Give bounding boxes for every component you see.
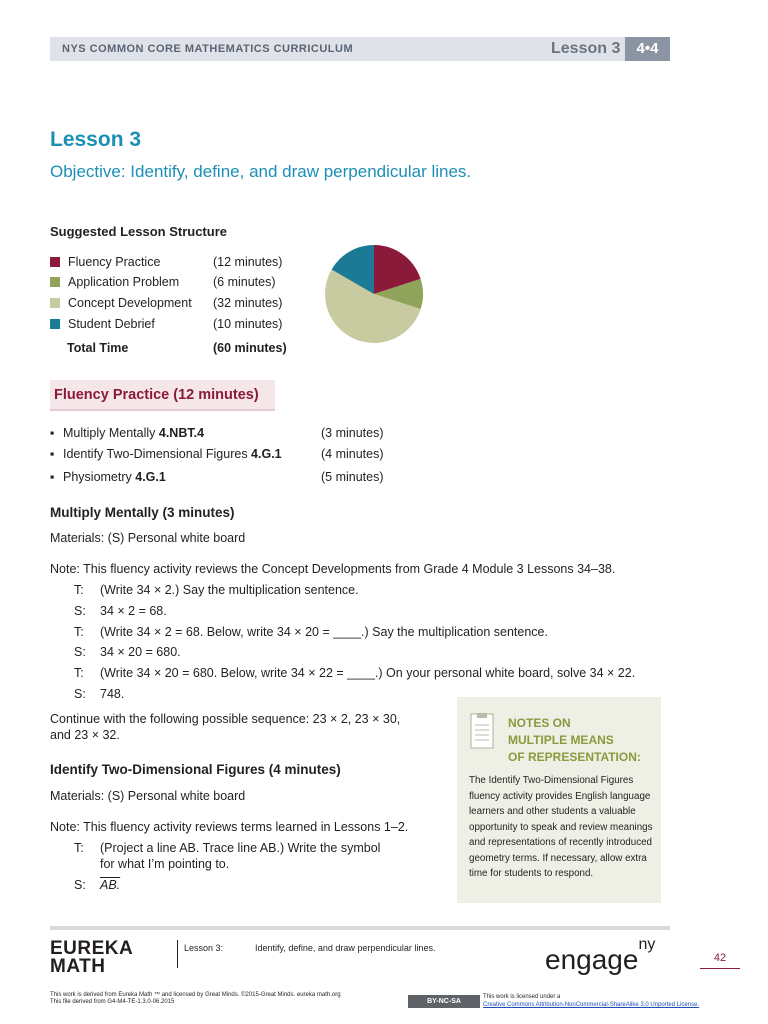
bullet-standard: 4.G.1 [135, 470, 166, 484]
notes-icon [470, 713, 494, 749]
dialog-line [74, 878, 120, 892]
structure-heading: Suggested Lesson Structure [50, 224, 227, 239]
structure-label: Student Debrief [68, 317, 155, 331]
speaker: S: [74, 878, 86, 892]
dialog-text: (Write 34 × 2.) Say the multiplication sentence. [100, 583, 359, 597]
dialog-text: for what I’m pointing to. [100, 857, 230, 871]
speaker: T: [74, 583, 84, 597]
eureka-math-logo [50, 940, 133, 976]
structure-row-concept [50, 296, 282, 310]
itdf-heading: Identify Two-Dimensional Figures (4 minutes) [50, 762, 341, 777]
dialog-text: (Write 34 × 2 = 68. Below, write 34 × 20 = ____.) Say the multiplication sentence. [100, 625, 548, 639]
notes-title-line: OF REPRESENTATION: [508, 750, 641, 764]
logo-line: EUREKA [50, 938, 134, 959]
continue-line-1: Continue with the following possible sequence: 23 × 2, 23 × 30, [50, 712, 401, 726]
speaker: S: [74, 687, 86, 701]
dialog-line [74, 687, 124, 701]
fluency-bullet [50, 447, 384, 461]
note: Note: This fluency activity reviews terms learned in Lessons 1–2. [50, 820, 409, 834]
footer-rule [50, 926, 670, 930]
page-number: 42 [713, 952, 727, 964]
structure-minutes: (10 minutes) [213, 317, 283, 331]
module-badge: 4•4 [625, 37, 670, 61]
structure-row-debrief [50, 317, 282, 331]
notes-title-line: NOTES ON [508, 716, 571, 730]
structure-minutes: (12 minutes) [213, 255, 283, 269]
bullet-minutes: (3 minutes) [321, 426, 384, 440]
curriculum-label: NYS COMMON CORE MATHEMATICS CURRICULUM [62, 43, 354, 55]
bullet-standard: 4.NBT.4 [158, 426, 205, 440]
footer-lesson: Lesson 3: [184, 943, 224, 953]
application-swatch [50, 277, 60, 287]
structure-row-fluency [50, 255, 282, 269]
logo-text: engage [545, 944, 639, 975]
bullet-text: Physiometry [63, 470, 136, 484]
dialog-text: 34 × 20 = 680. [100, 645, 181, 659]
notes-title-line: MULTIPLE MEANS [508, 733, 614, 747]
structure-label: Application Problem [68, 275, 180, 289]
bullet-standard: 4.G.1 [251, 447, 282, 461]
footer-fineprint: This file derived from G4-M4-TE-1.3.0-06.2015 [50, 999, 175, 1005]
total-time-label: Total Time [67, 341, 129, 355]
cc-license-badge: BY-NC-SA [408, 995, 480, 1008]
engageny-logo [545, 936, 656, 976]
dialog-text: AB. [100, 878, 121, 892]
license-text: This work is licensed under a [483, 994, 561, 1000]
bullet-minutes: (4 minutes) [321, 447, 384, 461]
notes-title [508, 715, 658, 766]
note: Note: This fluency activity reviews the Concept Developments from Grade 4 Module 3 Lessons 34–38. [50, 562, 616, 576]
dialog-text: 34 × 2 = 68. [100, 604, 167, 618]
notes-body: The Identify Two-Dimensional Figures fluency activity provides English language learners and other students a valuable opportunity to speak and review meanings and representations of recently introduced geometry terms. If necessary, allow extra time for students to respond. [469, 775, 653, 879]
bullet-icon: ▪ [50, 470, 55, 484]
speaker: T: [74, 625, 84, 639]
structure-label: Concept Development [68, 296, 192, 310]
page-number-rule [700, 968, 740, 969]
speaker: T: [74, 841, 84, 855]
dialog-text: (Write 34 × 20 = 680. Below, write 34 × 22 = ____.) On your personal white board, solve 34 × 22. [100, 666, 636, 680]
bullet-text: Identify Two-Dimensional Figures [63, 447, 252, 461]
structure-minutes: (6 minutes) [213, 275, 276, 289]
objective: Objective: Identify, define, and draw perpendicular lines. [50, 162, 472, 181]
debrief-swatch [50, 319, 60, 329]
fluency-banner-text: Fluency Practice (12 minutes) [54, 387, 259, 403]
footer-fineprint: This work is derived from Eureka Math ™ and licensed by Great Minds. ©2015-Great Minds. eureka math.org [50, 992, 341, 998]
lesson-structure-pie-chart [323, 243, 425, 345]
bullet-icon: ▪ [50, 447, 55, 461]
dialog-text: (Project a line AB. Trace line AB.) Write the symbol [100, 841, 381, 855]
materials: Materials: (S) Personal white board [50, 531, 246, 545]
total-time-minutes: (60 minutes) [213, 341, 287, 355]
continue-line-2: and 23 × 32. [50, 728, 120, 742]
page-title: Lesson 3 [50, 128, 142, 151]
header-lesson: Lesson 3 [551, 40, 621, 57]
fluency-bullet [50, 470, 384, 484]
speaker: T: [74, 666, 84, 680]
structure-row-application [50, 275, 276, 289]
footer-objective: Identify, define, and draw perpendicular lines. [255, 943, 436, 953]
dialog-line [74, 666, 635, 680]
dialog-line [74, 625, 548, 639]
fluency-bullet [50, 426, 384, 440]
bullet-icon: ▪ [50, 426, 55, 440]
bullet-minutes: (5 minutes) [321, 470, 384, 484]
dialog-line [74, 841, 380, 855]
bullet-text: Multiply Mentally [63, 426, 159, 440]
structure-label: Fluency Practice [68, 255, 161, 269]
multiply-mentally-heading: Multiply Mentally (3 minutes) [50, 505, 235, 520]
dialog-line [74, 604, 167, 618]
concept-swatch [50, 298, 60, 308]
structure-minutes: (32 minutes) [213, 296, 283, 310]
fluency-swatch [50, 257, 60, 267]
dialog-text: 748. [100, 687, 125, 701]
speaker: S: [74, 645, 86, 659]
logo-line: MATH [50, 956, 106, 977]
license-link[interactable]: Creative Commons Attribution-NonCommercial-ShareAlike 3.0 Unported License. [483, 1002, 700, 1008]
materials: Materials: (S) Personal white board [50, 789, 246, 803]
dialog-line [74, 645, 181, 659]
footer-divider [177, 940, 178, 968]
logo-text: ny [638, 936, 656, 953]
dialog-line [74, 583, 359, 597]
speaker: S: [74, 604, 86, 618]
dialog-line-cont [74, 857, 229, 871]
